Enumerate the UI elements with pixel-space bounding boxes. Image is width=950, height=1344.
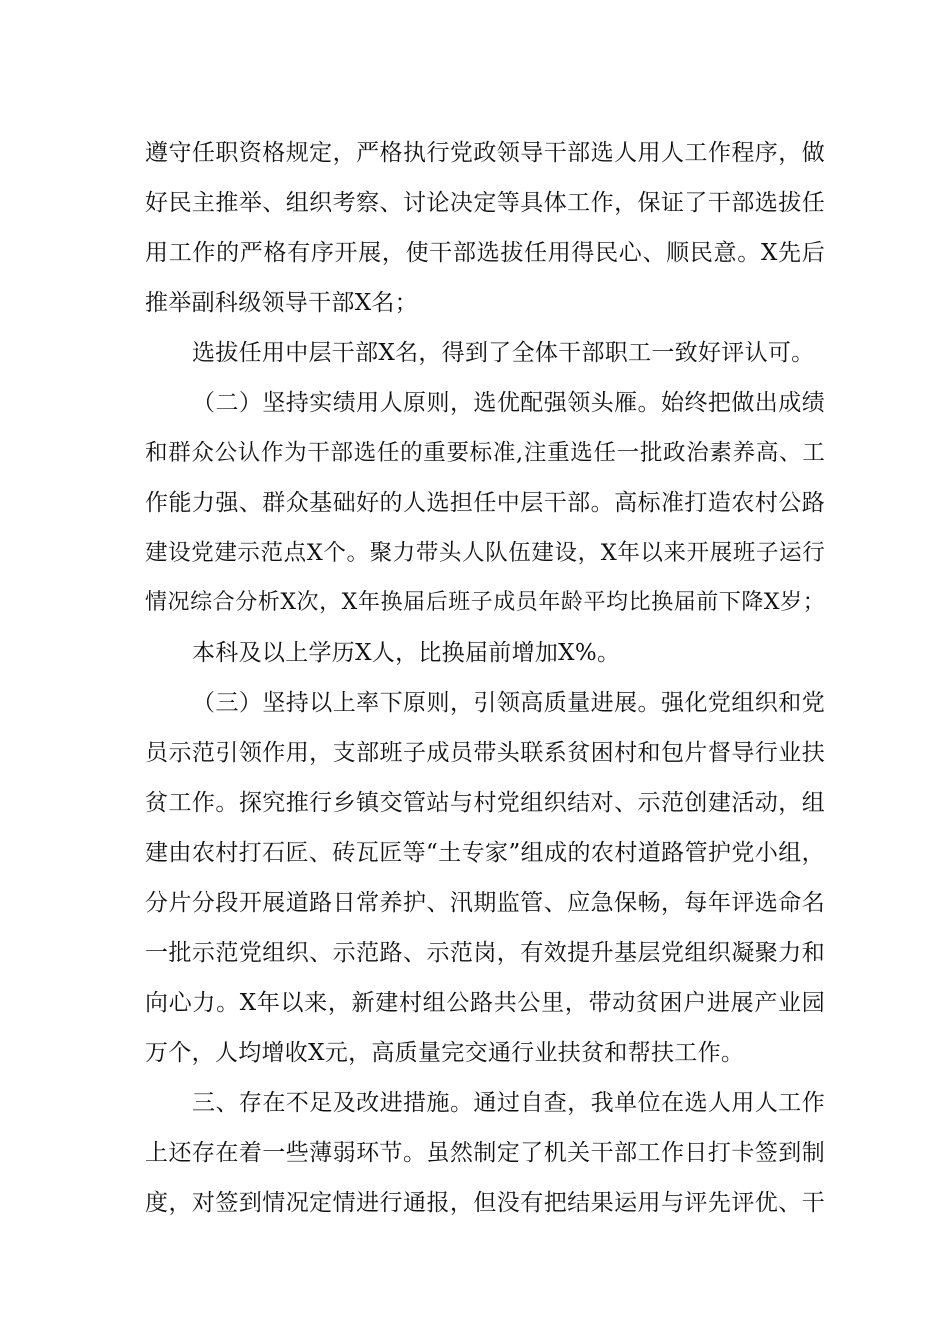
text-line: 和群众公认作为干部选任的重要标准,注重选任一批政治素养高、工: [145, 440, 825, 466]
text-line: （三）坚持以上率下原则，引领高质量进展。强化党组织和党: [192, 690, 825, 716]
text-line: 三、存在不足及改进措施。通过自查，我单位在选人用人工作: [192, 1090, 825, 1116]
text-line: 本科及以上学历X人，比换届前增加X%。: [192, 640, 621, 666]
text-line: 推举副科级领导干部X名；: [145, 290, 418, 316]
text-line: 作能力强、群众基础好的人选担任中层干部。高标准打造农村公路: [145, 490, 825, 516]
text-line: 建设党建示范点X个。聚力带头人队伍建设，X年以来开展班子运行: [145, 540, 825, 566]
text-line: 度，对签到情况定情进行通报，但没有把结果运用与评先评优、干: [145, 1190, 825, 1216]
text-line: 员示范引领作用，支部班子成员带头联系贫困村和包片督导行业扶: [145, 740, 825, 766]
text-line: （二）坚持实绩用人原则，选优配强领头雁。始终把做出成绩: [192, 390, 825, 416]
text-line: 选拔任用中层干部X名，得到了全体干部职工一致好评认可。: [192, 340, 815, 366]
text-line: 分片分段开展道路日常养护、汛期监管、应急保畅，每年评选命名: [145, 890, 825, 916]
text-line: 一批示范党组织、示范路、示范岗，有效提升基层党组织凝聚力和: [145, 940, 825, 966]
text-line: 建由农村打石匠、砖瓦匠等“土专家”组成的农村道路管护党小组，: [145, 840, 825, 866]
text-line: 上还存在着一些薄弱环节。虽然制定了机关干部工作日打卡签到制: [145, 1140, 825, 1166]
text-line: 万个，人均增收X元，高质量完交通行业扶贫和帮扶工作。: [145, 1040, 745, 1066]
text-line: 贫工作。探究推行乡镇交管站与村党组织结对、示范创建活动，组: [145, 790, 825, 816]
text-line: 用工作的严格有序开展，使干部选拔任用得民心、顺民意。X先后: [145, 240, 825, 266]
text-line: 向心力。X年以来，新建村组公路共公里，带动贫困户进展产业园: [145, 990, 825, 1016]
text-line: 情况综合分析X次，X年换届后班子成员年龄平均比换届前下降X岁；: [145, 590, 825, 615]
text-line: 遵守任职资格规定，严格执行党政领导干部选人用人工作程序，做: [145, 140, 825, 166]
text-line: 好民主推举、组织考察、讨论决定等具体工作，保证了干部选拔任: [145, 190, 825, 216]
